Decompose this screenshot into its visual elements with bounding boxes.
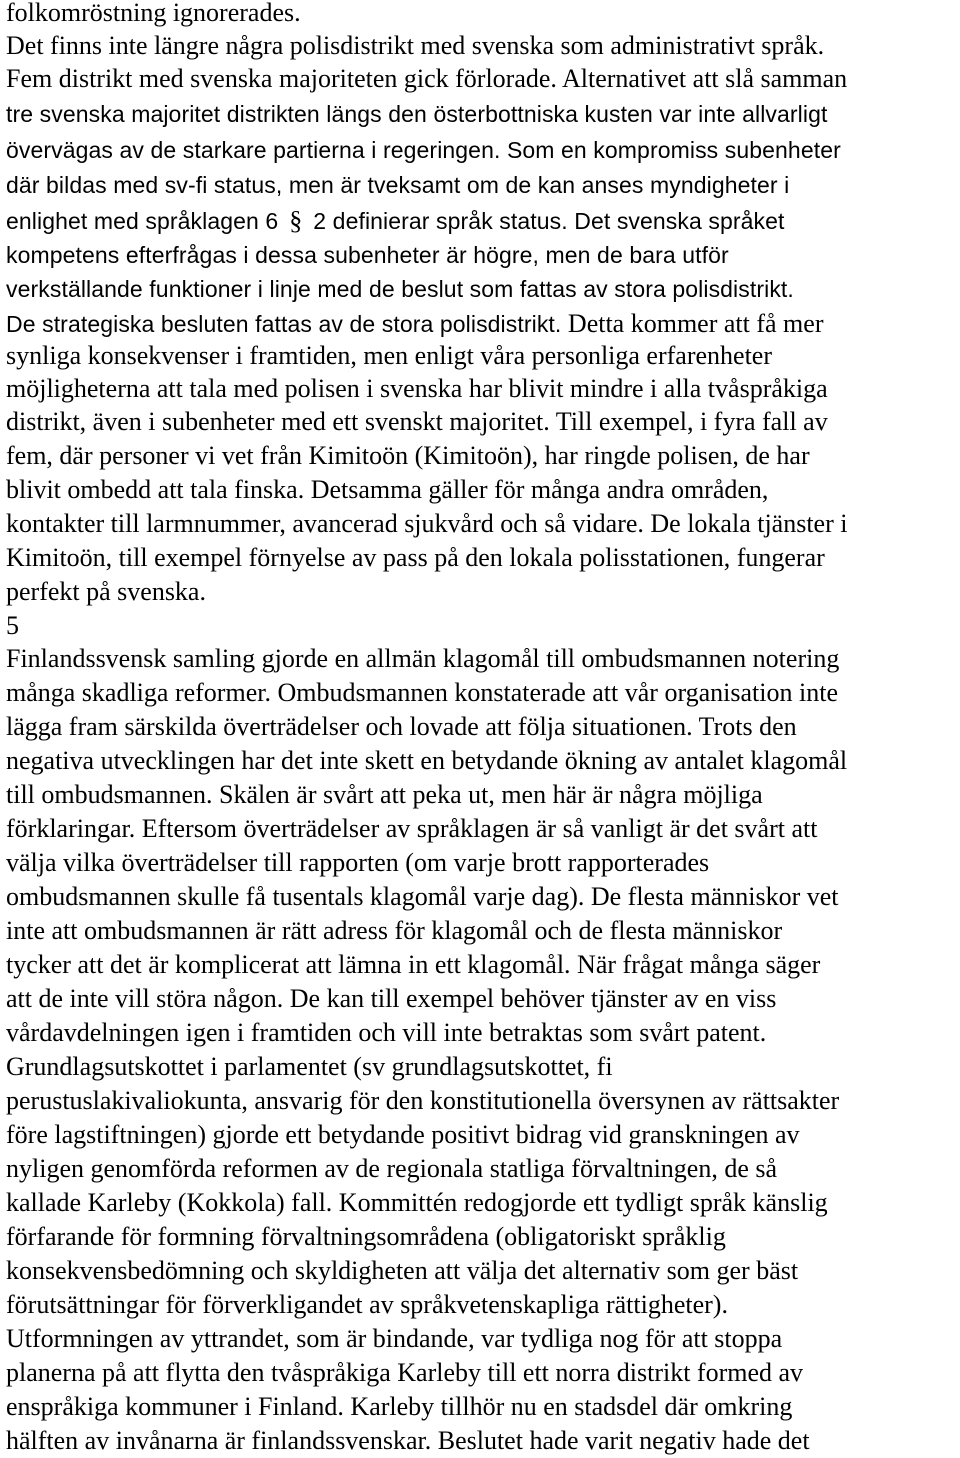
text-line: där bildas med sv-fi status, men är tveksamt om de kan anses myndigheter i [6,172,790,198]
text-line: enspråkiga kommuner i Finland. Karleby tillhör nu en stadsdel där omkring [6,1392,793,1421]
text-line: förklaringar. Eftersom överträdelser av språklagen är så vanligt är det svårt att [6,814,818,843]
text-line: kompetens efterfrågas i dessa subenheter är högre, men de bara utför [6,242,729,268]
text-line: till ombudsmannen. Skälen är svårt att peka ut, men här är några möjliga [6,780,763,809]
text-line: Grundlagsutskottet i parlamentet (sv grundlagsutskottet, fi [6,1052,613,1081]
text-line: Fem distrikt med svenska majoriteten gick förlorade. Alternativet att slå samman [6,64,848,93]
text-line: planerna på att flytta den tvåspråkiga Karleby till ett norra distrikt formed av [6,1358,804,1387]
text-line: folkomröstning ignorerades. [6,0,301,27]
text-line: Finlandssvensk samling gjorde en allmän klagomål till ombudsmannen notering [6,644,840,673]
text-line: tycker att det är komplicerat att lämna in ett klagomål. När frågat många säger [6,950,821,979]
text-line: många skadliga reformer. Ombudsmannen konstaterade att vår organisation inte [6,678,838,707]
text-line: perustuslakivaliokunta, ansvarig för den konstitutionella översynen av rättsakter [6,1086,840,1115]
text-line: möjligheterna att tala med polisen i svenska har blivit mindre i alla tvåspråkiga [6,374,828,403]
text-line [6,307,823,341]
text-line: ombudsmannen skulle få tusentals klagomål varje dag). De flesta människor vet [6,882,839,911]
text-line: förfarande för formning förvaltningsområdena (obligatoriskt språklig [6,1222,726,1251]
text-line: Det finns inte längre några polisdistrikt med svenska som administrativt språk. [6,31,825,60]
text-run: Det svenska språket [567,208,785,234]
text-line: inte att ombudsmannen är rätt adress för klagomål och de flesta människor [6,916,783,945]
text-line: synliga konsekvenser i framtiden, men enligt våra personliga erfarenheter [6,341,772,370]
text-line: kallade Karleby (Kokkola) fall. Kommittén redogjorde ett tydligt språk känslig [6,1188,828,1217]
text-line: välja vilka överträdelser till rapporten (om varje brott rapporterades [6,848,710,877]
text-run: enlighet med språklagen 6 [6,208,279,234]
text-line: 5 [6,611,19,640]
text-line: före lagstiftningen) gjorde ett betydande positivt bidrag vid granskningen av [6,1120,800,1149]
text-line: blivit ombedd att tala finska. Detsamma gäller för många andra områden, [6,475,769,504]
text-line: distrikt, även i subenheter med ett svenskt majoritet. Till exempel, i fyra fall av [6,407,828,436]
text-line: verkställande funktioner i linje med de beslut som fattas av stora polisdistrikt. [6,276,794,302]
text-run: 2 definierar språk status. [313,208,568,234]
text-line: perfekt på svenska. [6,577,206,606]
text-line: vårdavdelningen igen i framtiden och vill inte betraktas som svårt patent. [6,1018,767,1047]
text-line: Kimitoön, till exempel förnyelse av pass på den lokala polisstationen, fungerar [6,543,825,572]
text-line: Utformningen av yttrandet, som är bindande, var tydliga nog för att stoppa [6,1324,783,1353]
text-line: fem, där personer vi vet från Kimitoön (Kimitoön), har ringde polisen, de har [6,441,810,470]
text-line: negativa utvecklingen har det inte skett en betydande ökning av antalet klagomål [6,746,848,775]
text-run: De strategiska besluten fattas av de stora polisdistrikt. [6,311,562,337]
text-line: att de inte vill störa någon. De kan till exempel behöver tjänster av en viss [6,984,777,1013]
section-sign-glyph: § [289,206,303,235]
text-line: förutsättningar för förverkligandet av språkvetenskapliga rättigheter). [6,1290,728,1319]
text-run: Detta kommer att få mer [561,309,824,338]
text-line: lägga fram särskilda överträdelser och lovade att följa situationen. Trots den [6,712,797,741]
text-line: hälften av invånarna är finlandssvenskar. Beslutet hade varit negativ hade det [6,1426,810,1455]
text-line: konsekvensbedömning och skyldigheten att välja det alternativ som ger bäst [6,1256,799,1285]
text-line: nyligen genomförda reformen av de regionala statliga förvaltningen, de så [6,1154,778,1183]
text-line: tre svenska majoritet distrikten längs den österbottniska kusten var inte allvarligt [6,101,828,127]
text-line [6,204,785,238]
text-line: övervägas av de starkare partierna i regeringen. Som en kompromiss subenheter [6,137,841,163]
text-line: kontakter till larmnummer, avancerad sjukvård och så vidare. De lokala tjänster i [6,509,848,538]
